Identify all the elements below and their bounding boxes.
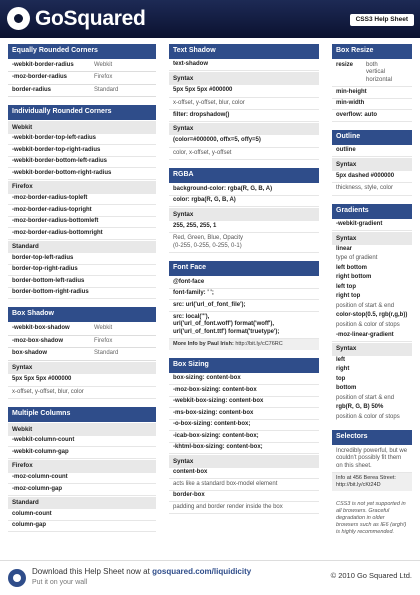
section-title: Multiple Columns <box>8 407 156 422</box>
property-name: -moz-linear-gradient <box>332 330 412 342</box>
gradient-syntax-item: linear <box>336 245 353 252</box>
subheading-webkit: Webkit <box>8 423 156 436</box>
list-item: -khtml-box-sizing: content-box; <box>169 443 319 455</box>
outline-section <box>332 130 412 196</box>
syntax-description: Red, Green, Blue, Opacity (0-255, 0-255, 0-255, 0-1) <box>169 233 319 253</box>
syntax-heading: Syntax <box>8 362 156 375</box>
syntax-heading: Syntax <box>169 455 319 468</box>
section-title: Selectors <box>332 430 412 445</box>
subheading-standard: Standard <box>8 497 156 510</box>
text-shadow-section <box>169 44 319 160</box>
download-link[interactable]: gosquared.com/liquidicity <box>152 567 252 576</box>
syntax-description: x-offset, y-offset, blur, color <box>8 387 156 400</box>
copyright: © 2010 Go Squared Ltd. <box>330 571 412 580</box>
subheading-webkit: Webkit <box>8 121 156 134</box>
table-row: border-radius Standard <box>8 85 156 98</box>
list-item: min-width <box>332 99 412 111</box>
list-item: @font-face <box>169 277 319 289</box>
individually-rounded-corners-section <box>8 105 156 299</box>
multiple-columns-section <box>8 407 156 532</box>
gradient-syntax-item: right bottom <box>336 274 372 281</box>
font-face-section <box>169 261 319 350</box>
table-row: -moz-border-radius Firefox <box>8 72 156 85</box>
syntax-code: 5px 5px 5px #000000 <box>169 85 319 98</box>
gradient-syntax-item: color-stop(0.5, rgb(r,g,b)) <box>336 312 408 319</box>
syntax-description: thickness, style, color <box>332 183 412 196</box>
list-item-description: acts like a standard box-model element <box>169 479 319 491</box>
list-item: background-color: rgba(R, G, B, A) <box>169 184 319 196</box>
rgba-section <box>169 168 319 253</box>
gradient-syntax-item: top <box>336 375 346 382</box>
list-item: box-sizing: content-box <box>169 374 319 386</box>
column-2 <box>169 44 319 522</box>
gosquared-logo-icon <box>7 7 30 30</box>
list-item: column-gap <box>8 521 156 533</box>
syntax-code: 5px dashed #000000 <box>332 171 412 184</box>
list-item: content-box <box>169 468 319 480</box>
column-1 <box>8 44 156 540</box>
list-item: border-top-left-radius <box>8 253 156 265</box>
list-item: -o-box-sizing: content-box; <box>169 420 319 432</box>
selectors-section <box>332 430 412 491</box>
gradient-syntax-item: right top <box>336 293 361 300</box>
list-item: -webkit-column-gap <box>8 447 156 459</box>
syntax-code: (color=#000000, offx=5, offy=5) <box>169 135 319 148</box>
list-item: -moz-border-radius-bottomleft <box>8 217 156 229</box>
syntax-heading: Syntax <box>332 343 412 356</box>
list-item: -moz-column-count <box>8 473 156 485</box>
gradient-syntax-item: position of start & end <box>336 394 395 401</box>
syntax-heading: Syntax <box>169 123 319 136</box>
gradient-syntax-item: right <box>336 366 350 372</box>
selectors-info-link[interactable]: Info at 456 Berea Street: http://bit.ly/cKt24D <box>332 473 412 491</box>
gradient-syntax-item: position of start & end <box>336 302 395 309</box>
list-item: color: rgba(R, G, B, A) <box>169 196 319 208</box>
list-item: border-top-right-radius <box>8 265 156 277</box>
list-item: -ms-box-sizing: content-box <box>169 408 319 420</box>
gradient-syntax-item: type of gradient <box>336 255 378 262</box>
list-item: -icab-box-sizing: content-box; <box>169 431 319 443</box>
more-info: More Info by Paul Irish: http://bit.ly/cC76RC <box>169 339 319 350</box>
gradient-syntax-item: position & color of stops <box>336 321 400 328</box>
browser-support-note: CSS3 is not yet supported in all browsers. Graceful degradation in older browsers such as IE6 (argh!) is highly recommended. <box>336 501 407 535</box>
section-title: Text Shadow <box>169 44 319 59</box>
more-info-link[interactable]: http://bit.ly/cC76RC <box>235 341 283 347</box>
section-title: Box Shadow <box>8 307 156 322</box>
footer <box>0 560 420 595</box>
selectors-text: Incredibly powerful, but we couldn't possibly fit them on this sheet. <box>332 446 412 474</box>
list-item: -moz-border-radius-topleft <box>8 194 156 206</box>
equally-rounded-corners-section <box>8 44 156 97</box>
gradient-syntax-item: bottom <box>336 385 357 391</box>
syntax-code: 255, 255, 255, 1 <box>169 221 319 234</box>
syntax-heading: Syntax <box>332 158 412 171</box>
header-banner <box>0 0 420 38</box>
table-row: -moz-box-shadow Firefox <box>8 336 156 349</box>
list-item: -moz-border-radius-bottomright <box>8 228 156 240</box>
section-title: Equally Rounded Corners <box>8 44 156 59</box>
filter-property: filter: dropshadow() <box>169 110 319 122</box>
property-name: text-shadow <box>169 60 319 72</box>
syntax-code: 5px 5px 5px #000000 <box>8 374 156 387</box>
list-item: min-height <box>332 87 412 99</box>
section-title: RGBA <box>169 168 319 183</box>
list-item-description: padding and border render inside the box <box>169 502 319 514</box>
gradient-syntax-item: left <box>336 356 345 363</box>
list-item: font-family: ' '; <box>169 289 319 301</box>
syntax-description: color, x-offset, y-offset <box>169 148 319 161</box>
footer-tagline: Put it on your wall <box>32 579 88 586</box>
help-sheet-badge: CSS3 Help Sheet <box>350 14 414 26</box>
gradient-syntax-item: rgb(R, G, B) 50% <box>336 404 384 410</box>
list-item: -webkit-border-top-left-radius <box>8 134 156 146</box>
list-item: -webkit-border-bottom-left-radius <box>8 157 156 169</box>
section-title: Individually Rounded Corners <box>8 105 156 120</box>
list-item: column-count <box>8 509 156 521</box>
section-title: Font Face <box>169 261 319 276</box>
gradients-section <box>332 204 412 422</box>
section-title: Box Sizing <box>169 358 319 373</box>
list-item: -moz-box-sizing: content-box <box>169 385 319 397</box>
table-row: resize both vertical horizontal <box>332 60 412 88</box>
list-item: overflow: auto <box>332 110 412 122</box>
syntax-heading: Syntax <box>169 208 319 221</box>
table-row: box-shadow Standard <box>8 348 156 361</box>
section-title: Box Resize <box>332 44 412 59</box>
subheading-standard: Standard <box>8 241 156 254</box>
list-item: -webkit-box-sizing: content-box <box>169 397 319 409</box>
list-item: border-box <box>169 491 319 503</box>
table-row: -webkit-border-radius Webkit <box>8 60 156 73</box>
list-item: border-bottom-right-radius <box>8 288 156 300</box>
list-item: -moz-column-gap <box>8 484 156 496</box>
list-item: border-bottom-left-radius <box>8 276 156 288</box>
property-name: -webkit-gradient <box>332 220 412 232</box>
list-item: -moz-border-radius-topright <box>8 205 156 217</box>
webkit-gradient-syntax <box>332 245 412 331</box>
box-sizing-section <box>169 358 319 514</box>
box-shadow-section <box>8 307 156 399</box>
list-item: src: local('''), url('url_of_font.woff') format('woff'), url('url_of_font.ttf') format('truetype'); <box>169 312 319 340</box>
download-text: Download this Help Sheet now at gosquared.com/liquidicity <box>32 567 252 576</box>
column-3 <box>332 44 412 537</box>
subheading-firefox: Firefox <box>8 460 156 473</box>
brand-name: GoSquared <box>35 7 146 30</box>
moz-gradient-syntax <box>332 356 412 423</box>
subheading-firefox: Firefox <box>8 181 156 194</box>
syntax-heading: Syntax <box>169 72 319 85</box>
list-item: -webkit-column-count <box>8 436 156 448</box>
section-title: Outline <box>332 130 412 145</box>
property-name: outline <box>332 146 412 158</box>
table-row: -webkit-box-shadow Webkit <box>8 323 156 336</box>
gosquared-footer-icon <box>8 569 26 587</box>
gradient-syntax-item: left bottom <box>336 264 367 271</box>
gradient-syntax-item: position & color of stops <box>336 413 400 420</box>
list-item: -webkit-border-top-right-radius <box>8 145 156 157</box>
box-resize-section <box>332 44 412 122</box>
list-item: src: url('url_of_font_file'); <box>169 300 319 312</box>
gradient-syntax-item: left top <box>336 283 356 290</box>
syntax-description: x-offset, y-offset, blur, color <box>169 98 319 111</box>
syntax-heading: Syntax <box>332 232 412 245</box>
section-title: Gradients <box>332 204 412 219</box>
list-item: -webkit-border-bottom-right-radius <box>8 168 156 180</box>
